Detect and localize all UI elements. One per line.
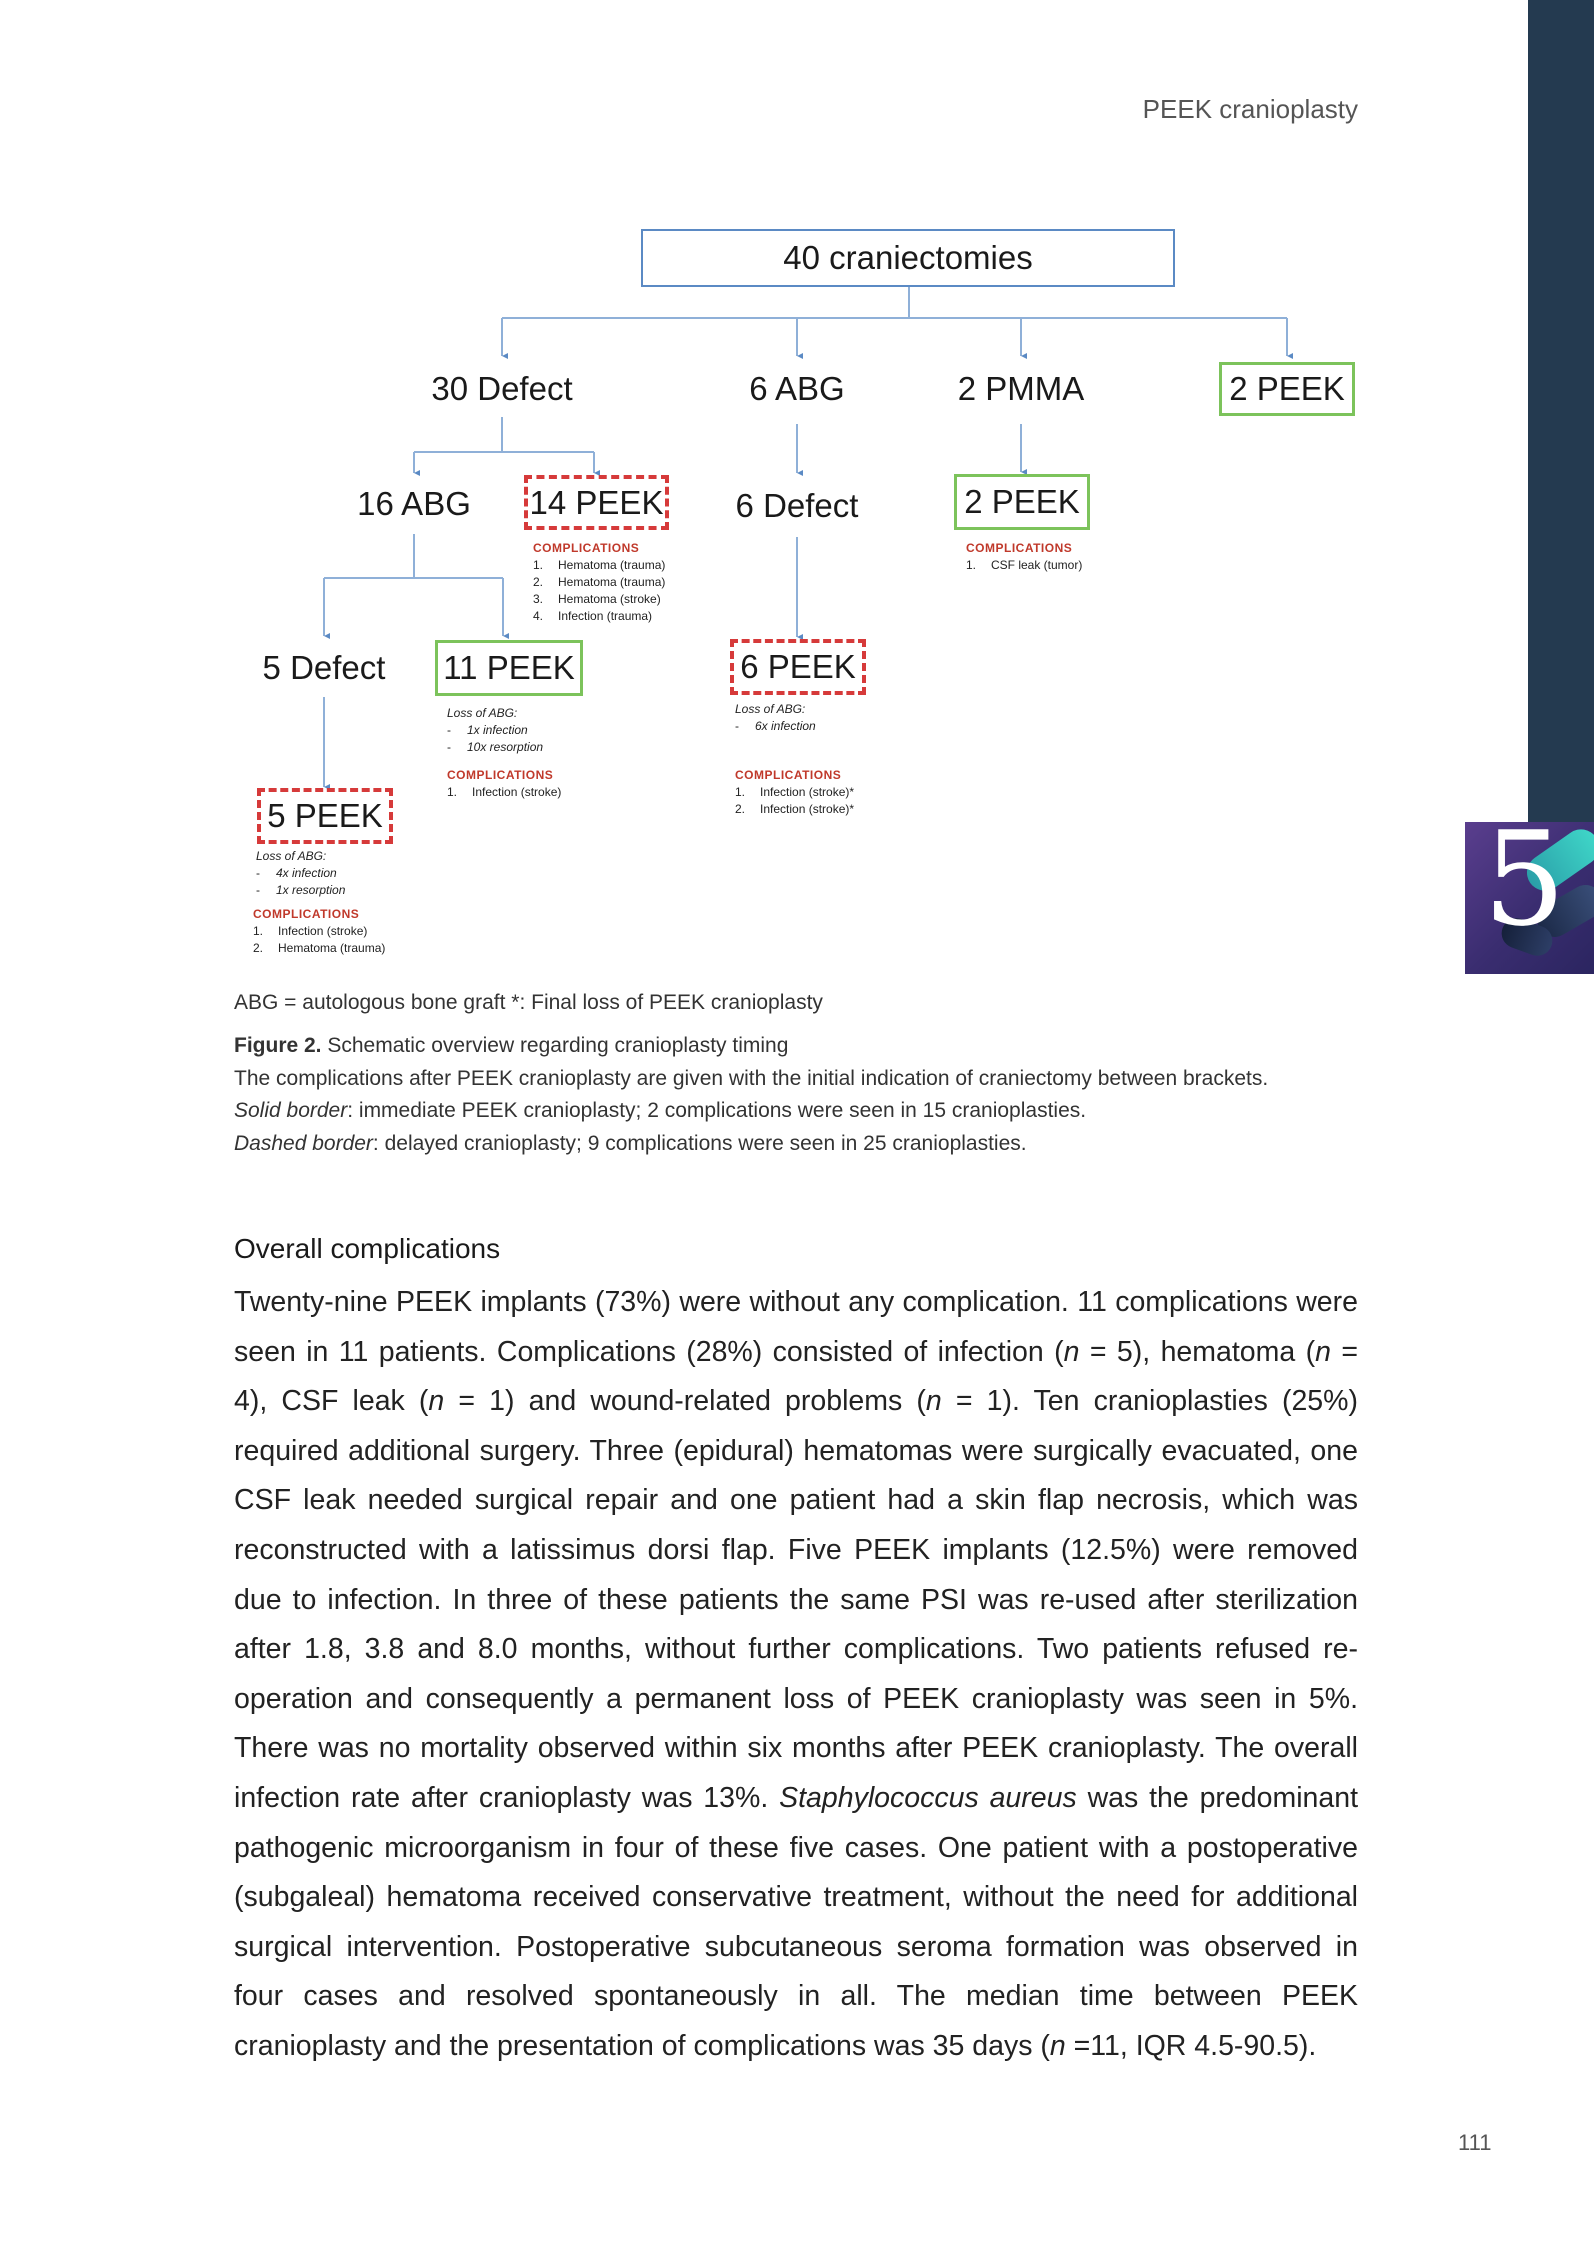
peek5-complications-list [253, 923, 385, 957]
caption-line-dashed [234, 1132, 1027, 1156]
node-16-abg: 16 ABG [357, 485, 471, 522]
list-item: 2. Hematoma (trauma) [533, 575, 666, 589]
running-head: PEEK cranioplasty [1142, 94, 1358, 124]
dashed-border-label: Dashed border [234, 1132, 373, 1155]
dashed-border-text: : delayed cranioplasty; 9 complications were seen in 25 cranioplasties. [372, 1132, 1027, 1155]
list-item: 4. Infection (trauma) [533, 609, 653, 623]
section-heading: Overall complications [234, 1233, 501, 1264]
abbreviation-note: ABG = autologous bone graft *: Final loss of PEEK cranioplasty [234, 991, 823, 1014]
node-2-pmma: 2 PMMA [957, 370, 1085, 407]
list-item: - 1x resorption [256, 883, 346, 897]
list-item: - 10x resorption [447, 740, 544, 754]
peek11-complications-title: COMPLICATIONS [447, 768, 554, 782]
peek2b-complications-list [966, 557, 1082, 574]
node-11-peek: 11 PEEK [435, 640, 583, 696]
peek14-complications-list [533, 557, 665, 625]
node-6-abg: 6 ABG [749, 370, 845, 407]
caption-line-solid [234, 1099, 1086, 1123]
peek11-loss [447, 705, 543, 756]
peek6-complications-title: COMPLICATIONS [735, 768, 842, 782]
page-number: 111 [1458, 2130, 1492, 2155]
peek5-complications-title: COMPLICATIONS [253, 907, 360, 921]
node-30-defect: 30 Defect [431, 370, 573, 407]
peek5-loss [256, 848, 345, 899]
figure-title: Schematic overview regarding cranioplasty timing [327, 1034, 789, 1057]
peek6-complications-list [735, 784, 854, 818]
caption-line-1: The complications after PEEK cranioplasty are given with the initial indication of craniectomy between brackets. [234, 1067, 1269, 1090]
list-item: 2. Infection (stroke)* [735, 802, 855, 816]
solid-border-label: Solid border [234, 1099, 348, 1122]
list-item: 1. CSF leak (tumor) [966, 558, 1083, 572]
list-item: - 4x infection [256, 866, 337, 880]
list-item: 1. Infection (stroke) [447, 785, 562, 799]
chapter-number: 5 [1483, 822, 1566, 955]
node-2-peek-pmma: 2 PEEK [954, 474, 1090, 530]
list-item: 3. Hematoma (stroke) [533, 592, 661, 606]
list-item: - 1x infection [447, 723, 528, 737]
loss-title: Loss of ABG: [447, 706, 518, 720]
node-2-peek-immediate: 2 PEEK [1219, 362, 1355, 416]
figure-caption-title [234, 1034, 788, 1058]
figure-label: Figure 2. [234, 1034, 322, 1057]
list-item: 2. Hematoma (trauma) [253, 941, 386, 955]
list-item: 1. Infection (stroke) [253, 924, 368, 938]
node-5-peek: 5 PEEK [257, 788, 393, 844]
list-item: - 6x infection [735, 719, 816, 733]
node-6-peek: 6 PEEK [730, 639, 866, 695]
node-5-defect: 5 Defect [262, 649, 386, 686]
list-item: 1. Infection (stroke)* [735, 785, 855, 799]
peek2b-complications-title: COMPLICATIONS [966, 541, 1073, 555]
list-item: 1. Hematoma (trauma) [533, 558, 666, 572]
solid-border-text: : immediate PEEK cranioplasty; 2 complications were seen in 15 cranioplasties. [347, 1099, 1087, 1122]
loss-title: Loss of ABG: [735, 702, 806, 716]
loss-title: Loss of ABG: [256, 849, 327, 863]
peek14-complications-title: COMPLICATIONS [533, 541, 640, 555]
peek6-loss [735, 701, 816, 735]
node-6-defect: 6 Defect [735, 487, 859, 524]
node-root: 40 craniectomies [641, 229, 1175, 287]
body-paragraph: Twenty-nine PEEK implants (73%) were without any complication. 11 complications were seen in 11 patients. Complications (28%) consisted of infection (n = 5), hematoma (n = 4), CSF leak (n = 1) and wound-related problems (n = 1). Ten cranioplasties (25%) required additional surgery. Three (epidural) hematomas were surgically evacuated, one CSF leak needed surgical repair and one patient had a skin flap necrosis, which was reconstructed with a latissimus dorsi flap. Five PEEK implants (12.5%) were removed due to infection. In three of these patients the same PSI was re-used after sterilization after 1.8, 3.8 and 8.0 months, without further complications. Two patients refused re-operation and consequently a permanent loss of PEEK cranioplasty was seen in 5%. There was no mortality observed within six months after PEEK cranioplasty. The overall infection rate after cranioplasty was 13%. Staphylococcus aureus was the predominant pathogenic microorganism in four of these five cases. One patient with a postoperative (subgaleal) hematoma received conservative treatment, without the need for additional surgical intervention. Postoperative subcutaneous seroma formation was observed in four cases and resolved spontaneously in all. The median time between PEEK cranioplasty and the presentation of complications was 35 days (n =11, IQR 4.5-90.5). [234, 1286, 1359, 2062]
node-14-peek: 14 PEEK [524, 475, 669, 530]
peek11-complications-list [447, 784, 561, 801]
